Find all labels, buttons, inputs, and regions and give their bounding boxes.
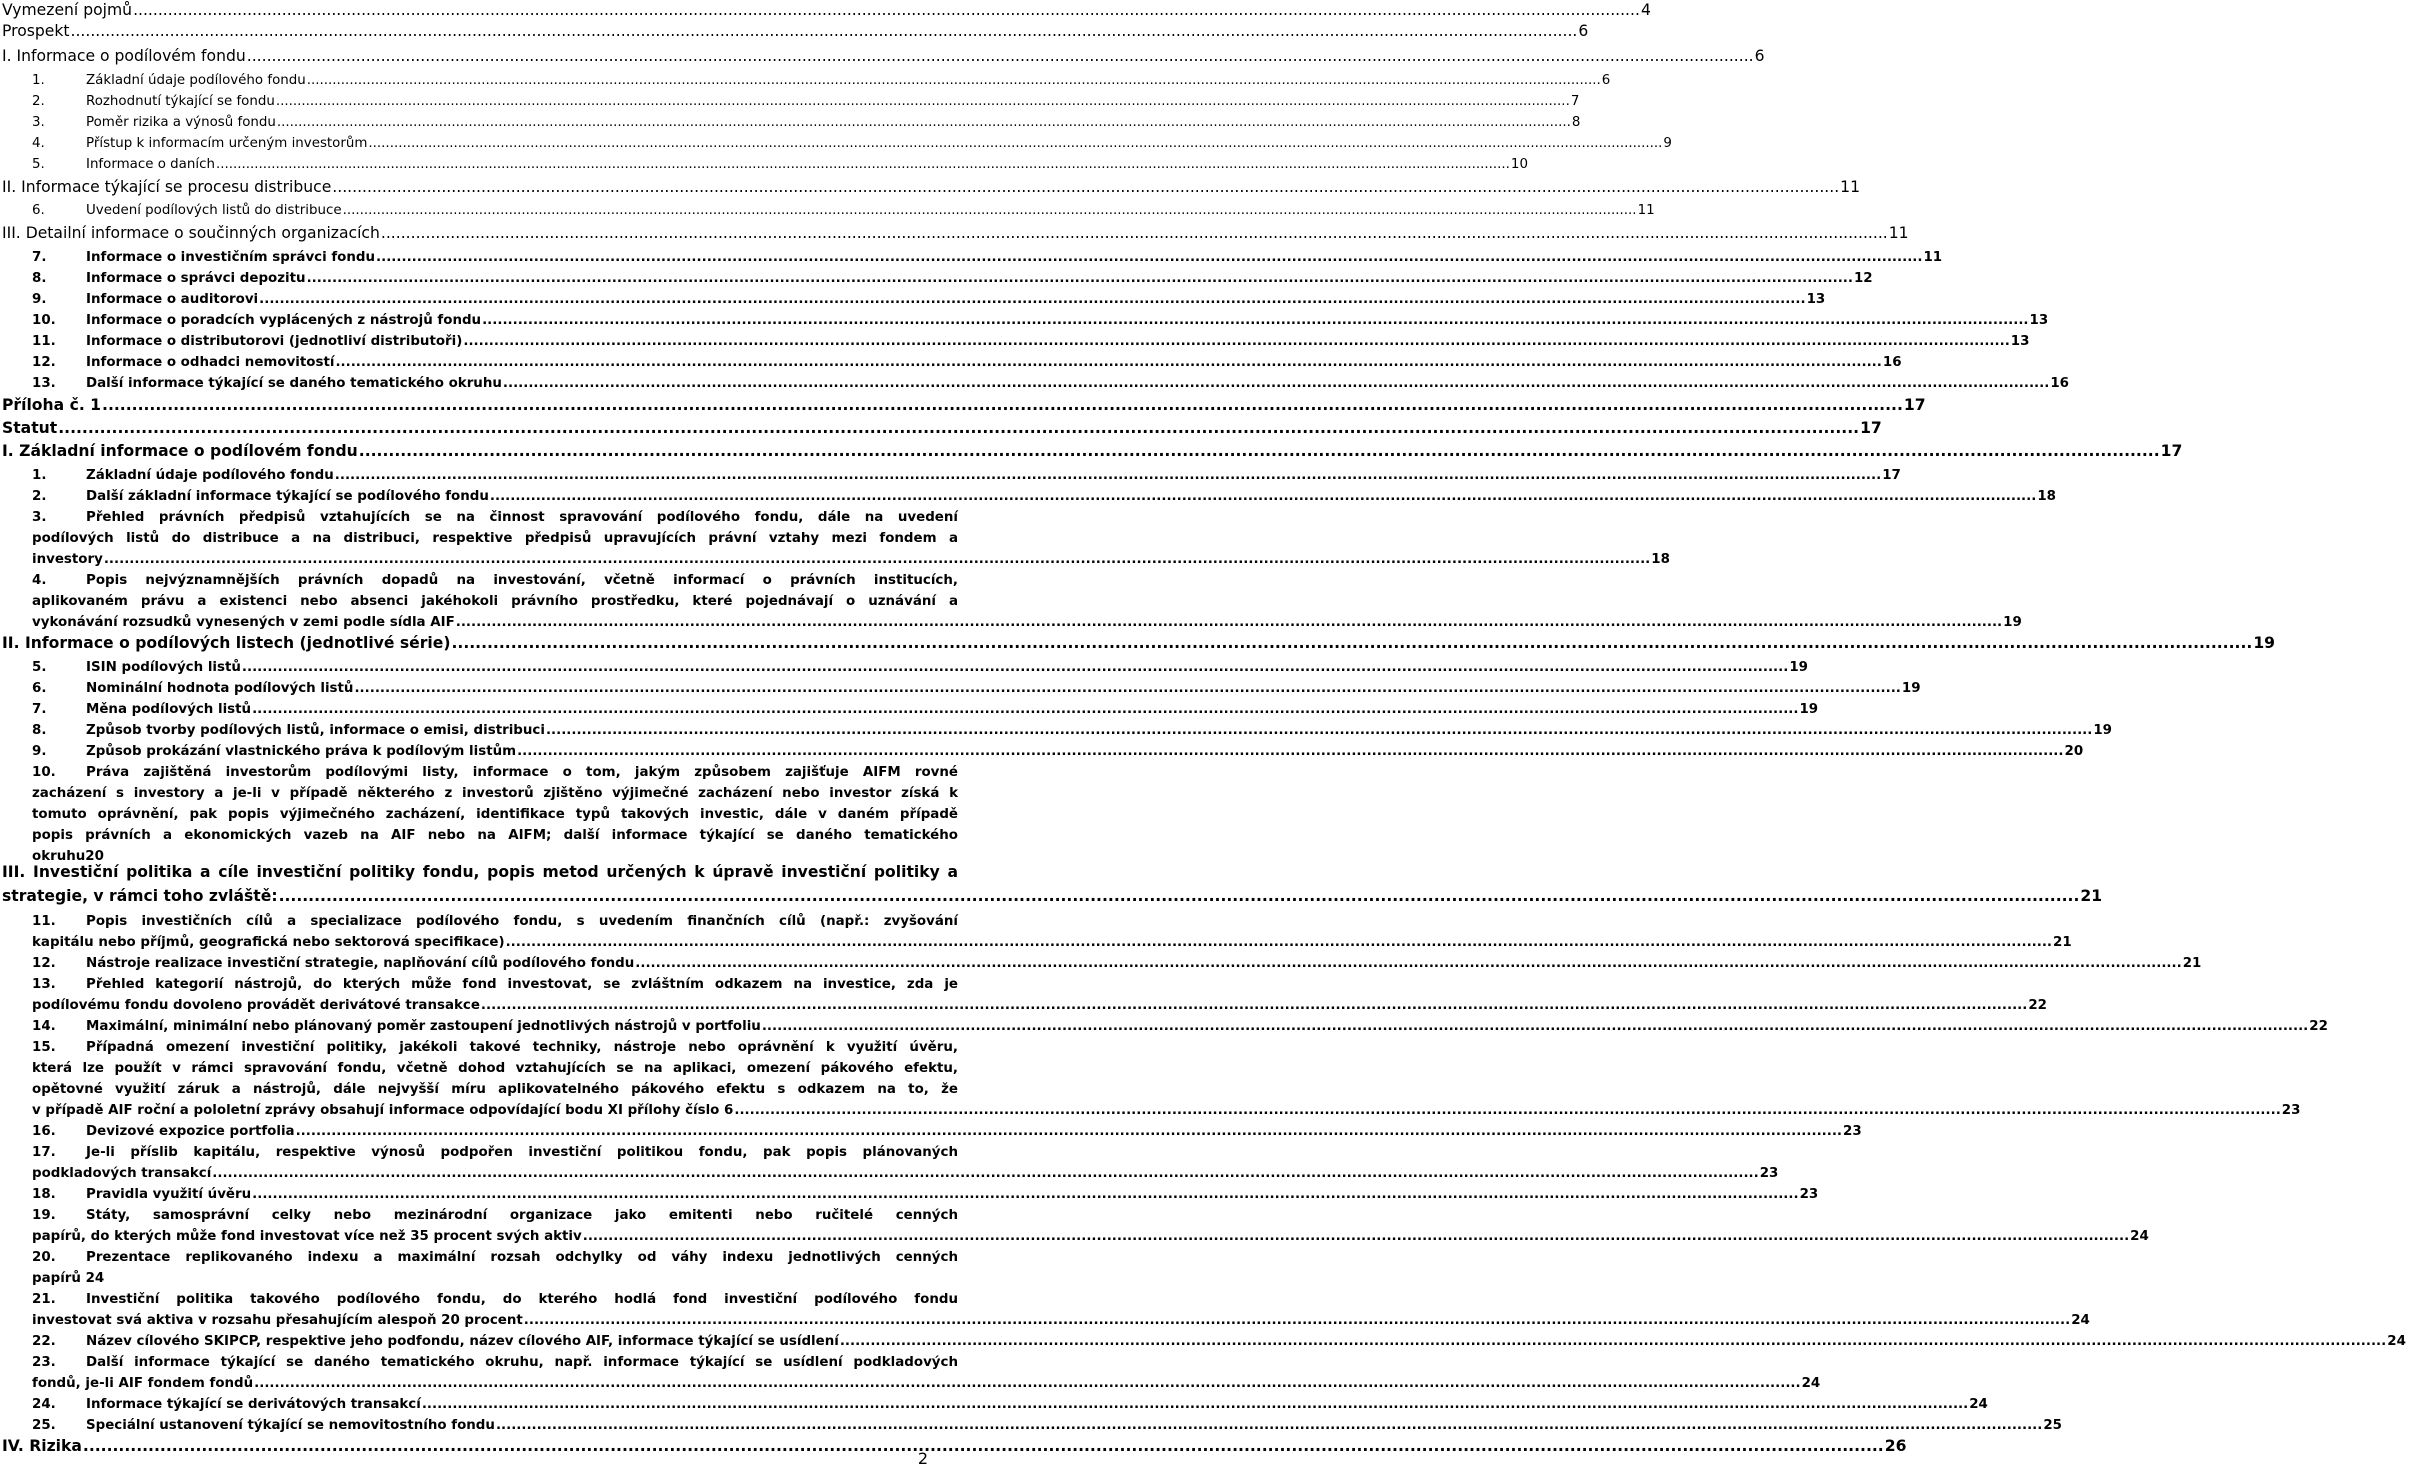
toc-entry-title: Informace o správci depozitu bbox=[86, 271, 306, 286]
toc-entry[interactable] bbox=[0, 1247, 960, 1289]
toc-entry-page: 21 bbox=[2053, 935, 2072, 950]
dot-leader bbox=[71, 21, 1578, 42]
toc-entry[interactable] bbox=[0, 953, 2202, 974]
toc-entry-number: 16. bbox=[32, 1124, 56, 1139]
toc-entry-title: tomuto oprávnění, pak popis výjimečného zacházení, identifikace typů takových investic, dále v daném případě bbox=[32, 807, 958, 822]
toc-entry-title: Nástroje realizace investiční strategie, naplňování cílů podílového fondu bbox=[86, 956, 635, 971]
toc-entry-title: I. Základní informace o podílovém fondu bbox=[2, 442, 358, 460]
toc-entry-page: 12 bbox=[1853, 271, 1873, 286]
toc-entry-page: 17 bbox=[1882, 468, 1901, 483]
toc-entry-title: Přístup k informacím určeným investorům bbox=[86, 136, 368, 151]
toc-entry-title: aplikovaném právu a existenci nebo absenci jakéhokoli právního prostředku, které pojednávají o uznávání a bbox=[32, 594, 958, 609]
toc-entry[interactable] bbox=[0, 441, 2183, 465]
toc-entry-title: Způsob prokázání vlastnického práva k podílovým listům bbox=[86, 744, 517, 759]
toc-entry-number: 3. bbox=[32, 510, 47, 525]
dot-leader bbox=[635, 953, 2181, 974]
toc-entry-title: Informace týkající se derivátových transakcí bbox=[86, 1397, 421, 1412]
toc-entry-title: Přehled kategorií nástrojů, do kterých může fond investovat, se zvláštním odkazem na investice, zda je bbox=[86, 977, 958, 992]
toc-entry-title: Další informace týkající se daného tematického okruhu, např. informace týkající se usídlení podkladových bbox=[86, 1355, 958, 1370]
dot-leader bbox=[583, 1226, 2129, 1247]
toc-entry-title: papírů 24 bbox=[32, 1271, 105, 1286]
toc-entry[interactable] bbox=[0, 486, 2056, 507]
toc-entry-title: Měna podílových listů bbox=[86, 702, 252, 717]
toc-entry-number: 5. bbox=[32, 157, 45, 172]
toc-entry-title: Státy, samosprávní celky nebo mezinárodní organizace jako emitenti nebo ručitelé cenných bbox=[86, 1208, 958, 1223]
dot-leader bbox=[762, 1016, 2308, 1037]
toc-entry-page: 19 bbox=[2093, 723, 2112, 738]
toc-entry-number: 6. bbox=[32, 681, 47, 696]
toc-entry-page: 18 bbox=[1651, 552, 1670, 567]
toc-entry-title: Informace o daních bbox=[86, 157, 215, 172]
toc-entry[interactable] bbox=[0, 1436, 1907, 1460]
dot-leader bbox=[259, 289, 1805, 310]
toc-entry[interactable] bbox=[0, 268, 1873, 289]
dot-leader bbox=[482, 310, 2028, 331]
toc-entry-page: 17 bbox=[2160, 442, 2183, 460]
toc-entry-number: 24. bbox=[32, 1397, 56, 1412]
toc-entry-number: 7. bbox=[32, 702, 47, 717]
toc-entry-page: 13 bbox=[1806, 292, 1826, 307]
toc-entry-number: 1. bbox=[32, 73, 45, 88]
toc-entry[interactable] bbox=[0, 1121, 1862, 1142]
toc-entry-title: v případě AIF roční a pololetní zprávy obsahují informace odpovídající bodu XI přílohy číslo 6 bbox=[32, 1103, 734, 1118]
toc-entry-number: 1. bbox=[32, 468, 47, 483]
toc-entry-title: Případná omezení investiční politiky, jakékoli takové techniky, nástroje nebo oprávnění k využití úvěru, bbox=[86, 1040, 958, 1055]
toc-entry-page: 11 bbox=[1923, 250, 1943, 265]
dot-leader bbox=[242, 657, 1788, 678]
toc-entry-title: Prospekt bbox=[2, 22, 70, 40]
toc-entry-number: 8. bbox=[32, 723, 47, 738]
toc-entry[interactable] bbox=[0, 331, 2030, 352]
toc-entry-page: 20 bbox=[2064, 744, 2084, 759]
toc-entry-title: Přehled právních předpisů vztahujících se na činnost spravování podílového fondu, dále na uvedení bbox=[86, 510, 958, 525]
toc-entry-title: podkladových transakcí bbox=[32, 1166, 212, 1181]
toc-entry-number: 6. bbox=[32, 203, 45, 218]
dot-leader bbox=[307, 70, 1601, 91]
toc-entry[interactable] bbox=[0, 1205, 2149, 1247]
dot-leader bbox=[524, 1310, 2070, 1331]
toc-entry-page: 23 bbox=[2281, 1103, 2301, 1118]
toc-entry-number: 14. bbox=[32, 1019, 56, 1034]
toc-entry-page: 13 bbox=[2010, 334, 2030, 349]
toc-entry-page: 18 bbox=[2037, 489, 2056, 504]
toc-entry-number: 15. bbox=[32, 1040, 56, 1055]
toc-entry-page: 19 bbox=[1799, 702, 1819, 717]
toc-entry[interactable] bbox=[0, 1352, 1821, 1394]
toc-entry[interactable] bbox=[0, 1184, 1819, 1205]
toc-entry[interactable] bbox=[0, 46, 1765, 70]
toc-entry-title: III. Investiční politika a cíle investiční politiky fondu, popis metod určených k úpravě investiční politiky a bbox=[2, 863, 958, 881]
toc-entry-number: 9. bbox=[32, 292, 47, 307]
dot-leader bbox=[422, 1394, 1968, 1415]
toc-entry-title: Je-li příslib kapitálu, respektive výnosů podpořen investiční politikou fondu, pak popis plánovaných bbox=[86, 1145, 958, 1160]
toc-entry[interactable] bbox=[0, 154, 1528, 175]
toc-entry-page: 13 bbox=[2029, 313, 2049, 328]
toc-entry[interactable] bbox=[0, 1331, 2406, 1352]
toc-entry-number: 2. bbox=[32, 94, 45, 109]
toc-entry-number: 8. bbox=[32, 271, 47, 286]
dot-leader bbox=[58, 418, 1859, 439]
toc-entry-number: 23. bbox=[32, 1355, 56, 1370]
toc-entry-page: 6 bbox=[1754, 47, 1765, 65]
toc-entry[interactable] bbox=[0, 91, 1580, 112]
toc-entry-page: 8 bbox=[1571, 115, 1581, 130]
toc-entry[interactable] bbox=[0, 247, 1943, 268]
toc-entry-title: III. Detailní informace o součinných organizacích bbox=[2, 224, 380, 242]
toc-entry-number: 5. bbox=[32, 660, 47, 675]
dot-leader bbox=[463, 331, 2009, 352]
toc-entry-page: 11 bbox=[1888, 224, 1909, 242]
dot-leader bbox=[276, 91, 1570, 112]
toc-entry-title: II. Informace týkající se procesu distribuce bbox=[2, 178, 332, 196]
toc-entry-title: Popis nejvýznamnějších právních dopadů na investování, včetně informací o právních institucích, bbox=[86, 573, 958, 588]
toc-entry-page: 23 bbox=[1799, 1187, 1819, 1202]
toc-entry-number: 21. bbox=[32, 1292, 56, 1307]
toc-entry[interactable] bbox=[0, 465, 1901, 486]
toc-entry-number: 10. bbox=[32, 313, 56, 328]
toc-entry[interactable] bbox=[0, 200, 1655, 221]
toc-entry-title: Základní údaje podílového fondu bbox=[86, 73, 306, 88]
dot-leader bbox=[335, 352, 1881, 373]
toc-entry-page: 17 bbox=[1903, 396, 1926, 414]
toc-entry[interactable] bbox=[0, 70, 1611, 91]
toc-entry[interactable] bbox=[0, 395, 1926, 419]
toc-entry-title: papírů, do kterých může fond investovat více než 35 procent svých aktiv bbox=[32, 1229, 582, 1244]
toc-entry-number: 12. bbox=[32, 956, 56, 971]
toc-entry-number: 4. bbox=[32, 573, 47, 588]
toc-entry[interactable] bbox=[0, 678, 1921, 699]
toc-entry-number: 9. bbox=[32, 744, 47, 759]
toc-entry[interactable] bbox=[0, 507, 1670, 570]
toc-entry-title: Informace o distributorovi (jednotliví distributoři) bbox=[86, 334, 463, 349]
toc-entry-page: 6 bbox=[1601, 73, 1611, 88]
dot-leader bbox=[254, 1373, 1800, 1394]
toc-entry-title: Další základní informace týkající se podílového fondu bbox=[86, 489, 489, 504]
toc-entry-page: 23 bbox=[1759, 1166, 1779, 1181]
toc-entry-page: 19 bbox=[2253, 634, 2276, 652]
dot-leader bbox=[517, 741, 2063, 762]
toc-entry[interactable] bbox=[0, 418, 1882, 442]
toc-entry-number: 22. bbox=[32, 1334, 56, 1349]
toc-entry[interactable] bbox=[0, 1016, 2328, 1037]
toc-entry-title: Uvedení podílových listů do distribuce bbox=[86, 203, 342, 218]
dot-leader bbox=[216, 154, 1510, 175]
toc-entry-title: Vymezení pojmů bbox=[2, 1, 133, 19]
toc-entry-title: vykonávání rozsudků vynesených v zemi podle sídla AIF bbox=[32, 615, 455, 630]
toc-entry-page: 17 bbox=[1860, 419, 1882, 437]
dot-leader bbox=[376, 247, 1922, 268]
dot-leader bbox=[490, 486, 2036, 507]
toc-entry-number: 4. bbox=[32, 136, 45, 151]
dot-leader bbox=[354, 678, 1900, 699]
toc-entry-title: II. Informace o podílových listech (jednotlivé série) bbox=[2, 634, 451, 652]
dot-leader bbox=[252, 1184, 1798, 1205]
toc-entry-page: 23 bbox=[1843, 1124, 1862, 1139]
toc-entry[interactable] bbox=[0, 911, 2072, 953]
toc-entry-title: Způsob tvorby podílových listů, informace o emisi, distribuci bbox=[86, 723, 545, 738]
toc-entry-page: 9 bbox=[1663, 136, 1672, 151]
toc-entry[interactable] bbox=[0, 862, 2103, 910]
toc-entry-title: Název cílového SKIPCP, respektive jeho podfondu, název cílového AIF, informace týkající se usídlení bbox=[86, 1334, 839, 1349]
toc-entry-title: investovat svá aktiva v rozsahu přesahujícím alespoň 20 procent bbox=[32, 1313, 523, 1328]
toc-entry-title: okruhu20 bbox=[32, 849, 104, 864]
toc-entry[interactable] bbox=[0, 352, 1902, 373]
toc-entry-number: 18. bbox=[32, 1187, 56, 1202]
toc-entry-title: fondů, je-li AIF fondem fondů bbox=[32, 1376, 254, 1391]
toc-entry[interactable] bbox=[0, 1394, 1988, 1415]
dot-leader bbox=[840, 1331, 2386, 1352]
toc-entry[interactable] bbox=[0, 699, 1819, 720]
toc-entry[interactable] bbox=[0, 373, 2069, 394]
toc-entry-title: Informace o auditorovi bbox=[86, 292, 259, 307]
toc-entry-page: 10 bbox=[1510, 157, 1528, 172]
toc-entry-page: 16 bbox=[1882, 355, 1902, 370]
toc-entry-number: 19. bbox=[32, 1208, 56, 1223]
toc-entry-page: 24 bbox=[2071, 1313, 2090, 1328]
toc-entry-title: Rozhodnutí týkající se fondu bbox=[86, 94, 275, 109]
toc-entry-title: která lze použít v rámci spravování fondu, včetně dohod vztahujících se na aplikaci, omezení pákového efektu, bbox=[32, 1061, 958, 1076]
toc-entry[interactable] bbox=[0, 762, 960, 867]
toc-entry-page: 19 bbox=[1789, 660, 1808, 675]
toc-entry-title: Práva zajištěná investorům podílovými listy, informace o tom, jakým způsobem zajišťuje AIFM rovné bbox=[86, 765, 958, 780]
toc-entry-page: 25 bbox=[2043, 1418, 2062, 1433]
toc-entry[interactable] bbox=[0, 310, 2049, 331]
dot-leader bbox=[335, 465, 1881, 486]
toc-entry-title: strategie, v rámci toho zvláště: bbox=[2, 887, 278, 905]
toc-entry-number: 2. bbox=[32, 489, 47, 504]
toc-entry-page: 22 bbox=[2309, 1019, 2328, 1034]
toc-entry-title: Příloha č. 1 bbox=[2, 396, 102, 414]
dot-leader bbox=[368, 133, 1662, 154]
toc-entry-title: Informace o investičním správci fondu bbox=[86, 250, 376, 265]
toc-entry-title: I. Informace o podílovém fondu bbox=[2, 47, 246, 65]
toc-entry-title: opětovné využití záruk a nástrojů, dále nejvyšší míru aplikovatelného pákového efektu s odkazem na to, že bbox=[32, 1082, 958, 1097]
toc-entry-title: zacházení s investory a je-li v případě některého z investorů zjištěno výjimečné zacházení nebo investor získá k bbox=[32, 786, 958, 801]
toc-entry-page: 19 bbox=[2003, 615, 2022, 630]
dot-leader bbox=[247, 46, 1754, 67]
dot-leader bbox=[277, 112, 1571, 133]
toc-entry-title: Pravidla využití úvěru bbox=[86, 1187, 252, 1202]
dot-leader bbox=[481, 995, 2027, 1016]
toc-entry-number: 3. bbox=[32, 115, 45, 130]
toc-entry-title: Speciální ustanovení týkající se nemovitostního fondu bbox=[86, 1418, 495, 1433]
toc-entry[interactable] bbox=[0, 289, 1826, 310]
toc-entry-page: 4 bbox=[1640, 1, 1651, 19]
toc-entry-page: 24 bbox=[2130, 1229, 2149, 1244]
toc-entry[interactable] bbox=[0, 974, 2047, 1016]
toc-entry[interactable] bbox=[0, 21, 1589, 45]
toc-entry[interactable] bbox=[0, 1415, 2062, 1436]
toc-entry-title: kapitálu nebo příjmů, geografická nebo sektorová specifikace) bbox=[32, 935, 505, 950]
toc-entry[interactable] bbox=[0, 223, 1909, 247]
dot-leader bbox=[343, 200, 1637, 221]
toc-entry-page: 7 bbox=[1570, 94, 1580, 109]
toc-entry-number: 7. bbox=[32, 250, 47, 265]
toc-entry-page: 24 bbox=[1801, 1376, 1821, 1391]
toc-entry-number: 20. bbox=[32, 1250, 56, 1265]
toc-entry[interactable] bbox=[0, 1142, 1779, 1184]
toc-entry[interactable] bbox=[0, 741, 2084, 762]
toc-entry[interactable] bbox=[0, 112, 1581, 133]
dot-leader bbox=[332, 177, 1839, 198]
dot-leader bbox=[456, 612, 2002, 633]
page-number: 2 bbox=[917, 1449, 928, 1468]
dot-leader bbox=[506, 932, 2052, 953]
toc-entry-title: Devizové expozice portfolia bbox=[86, 1124, 295, 1139]
toc-entry-page: 22 bbox=[2028, 998, 2047, 1013]
toc-entry[interactable] bbox=[0, 720, 2112, 741]
toc-entry[interactable] bbox=[0, 657, 1808, 678]
toc-entry-title: IV. Rizika bbox=[2, 1437, 82, 1455]
toc-entry-number: 13. bbox=[32, 977, 56, 992]
dot-leader bbox=[212, 1163, 1758, 1184]
toc-entry-number: 11. bbox=[32, 334, 56, 349]
toc-entry-page: 11 bbox=[1637, 203, 1655, 218]
dot-leader bbox=[307, 268, 1853, 289]
toc-entry-page: 16 bbox=[2050, 376, 2069, 391]
toc-entry[interactable] bbox=[0, 1289, 2090, 1331]
toc-entry-number: 11. bbox=[32, 914, 56, 929]
toc-entry-page: 21 bbox=[2182, 956, 2202, 971]
toc-entry-title: Maximální, minimální nebo plánovaný poměr zastoupení jednotlivých nástrojů v portfoliu bbox=[86, 1019, 761, 1034]
toc-entry[interactable] bbox=[0, 133, 1672, 154]
toc-entry-title: Popis investičních cílů a specializace podílového fondu, s uvedením finančních cílů (např.: zvyšování bbox=[86, 914, 958, 929]
toc-entry-title: Informace o poradcích vyplácených z nástrojů fondu bbox=[86, 313, 482, 328]
dot-leader bbox=[279, 886, 2080, 907]
dot-leader bbox=[102, 395, 1903, 416]
toc-entry-title: podílovému fondu dovoleno provádět derivátové transakce bbox=[32, 998, 480, 1013]
toc-entry-title: investory bbox=[32, 552, 103, 567]
toc-entry[interactable] bbox=[0, 633, 2276, 657]
toc-entry-title: ISIN podílových listů bbox=[86, 660, 241, 675]
dot-leader bbox=[83, 1436, 1884, 1457]
toc-entry[interactable] bbox=[0, 177, 1861, 201]
dot-leader bbox=[451, 633, 2252, 654]
toc-entry-number: 25. bbox=[32, 1418, 56, 1433]
toc-entry-page: 24 bbox=[2387, 1334, 2406, 1349]
dot-leader bbox=[734, 1100, 2280, 1121]
toc-entry-page: 21 bbox=[2080, 887, 2103, 905]
dot-leader bbox=[381, 223, 1888, 244]
toc-entry-number: 13. bbox=[32, 376, 56, 391]
toc-entry-page: 6 bbox=[1578, 22, 1589, 40]
toc-entry-page: 19 bbox=[1901, 681, 1921, 696]
toc-entry[interactable] bbox=[0, 1037, 2301, 1121]
toc-entry-title: podílových listů do distribuce a na distribuci, respektive předpisů upravujících právní vztahy mezi fondem a bbox=[32, 531, 958, 546]
toc-entry-title: Investiční politika takového podílového fondu, do kterého hodlá fond investiční podílového fondu bbox=[86, 1292, 958, 1307]
toc-entry-number: 10. bbox=[32, 765, 56, 780]
toc-entry-page: 26 bbox=[1884, 1437, 1907, 1455]
toc-entry-number: 12. bbox=[32, 355, 56, 370]
toc-entry-title: Poměr rizika a výnosů fondu bbox=[86, 115, 276, 130]
toc-entry-title: Statut bbox=[2, 419, 58, 437]
toc-entry-title: Nominální hodnota podílových listů bbox=[86, 681, 354, 696]
dot-leader bbox=[359, 441, 2160, 462]
toc-entry[interactable] bbox=[0, 570, 2022, 633]
dot-leader bbox=[252, 699, 1798, 720]
toc-entry-title: Další informace týkající se daného tematického okruhu bbox=[86, 376, 502, 391]
dot-leader bbox=[503, 373, 2049, 394]
toc-entry-title: popis právních a ekonomických vazeb na AIF nebo na AIFM; další informace týkající se daného tematického bbox=[32, 828, 958, 843]
toc-entry-title: Informace o odhadci nemovitostí bbox=[86, 355, 335, 370]
dot-leader bbox=[496, 1415, 2042, 1436]
dot-leader bbox=[546, 720, 2092, 741]
toc-entry-title: Základní údaje podílového fondu bbox=[86, 468, 334, 483]
dot-leader bbox=[104, 549, 1650, 570]
dot-leader bbox=[133, 0, 1640, 21]
toc-entry-page: 11 bbox=[1840, 178, 1861, 196]
toc-entry-page: 24 bbox=[1969, 1397, 1988, 1412]
toc-entry-number: 17. bbox=[32, 1145, 56, 1160]
dot-leader bbox=[296, 1121, 1842, 1142]
toc-entry-title: Prezentace replikovaného indexu a maximální rozsah odchylky od váhy indexu jednotlivých cenných bbox=[86, 1250, 958, 1265]
